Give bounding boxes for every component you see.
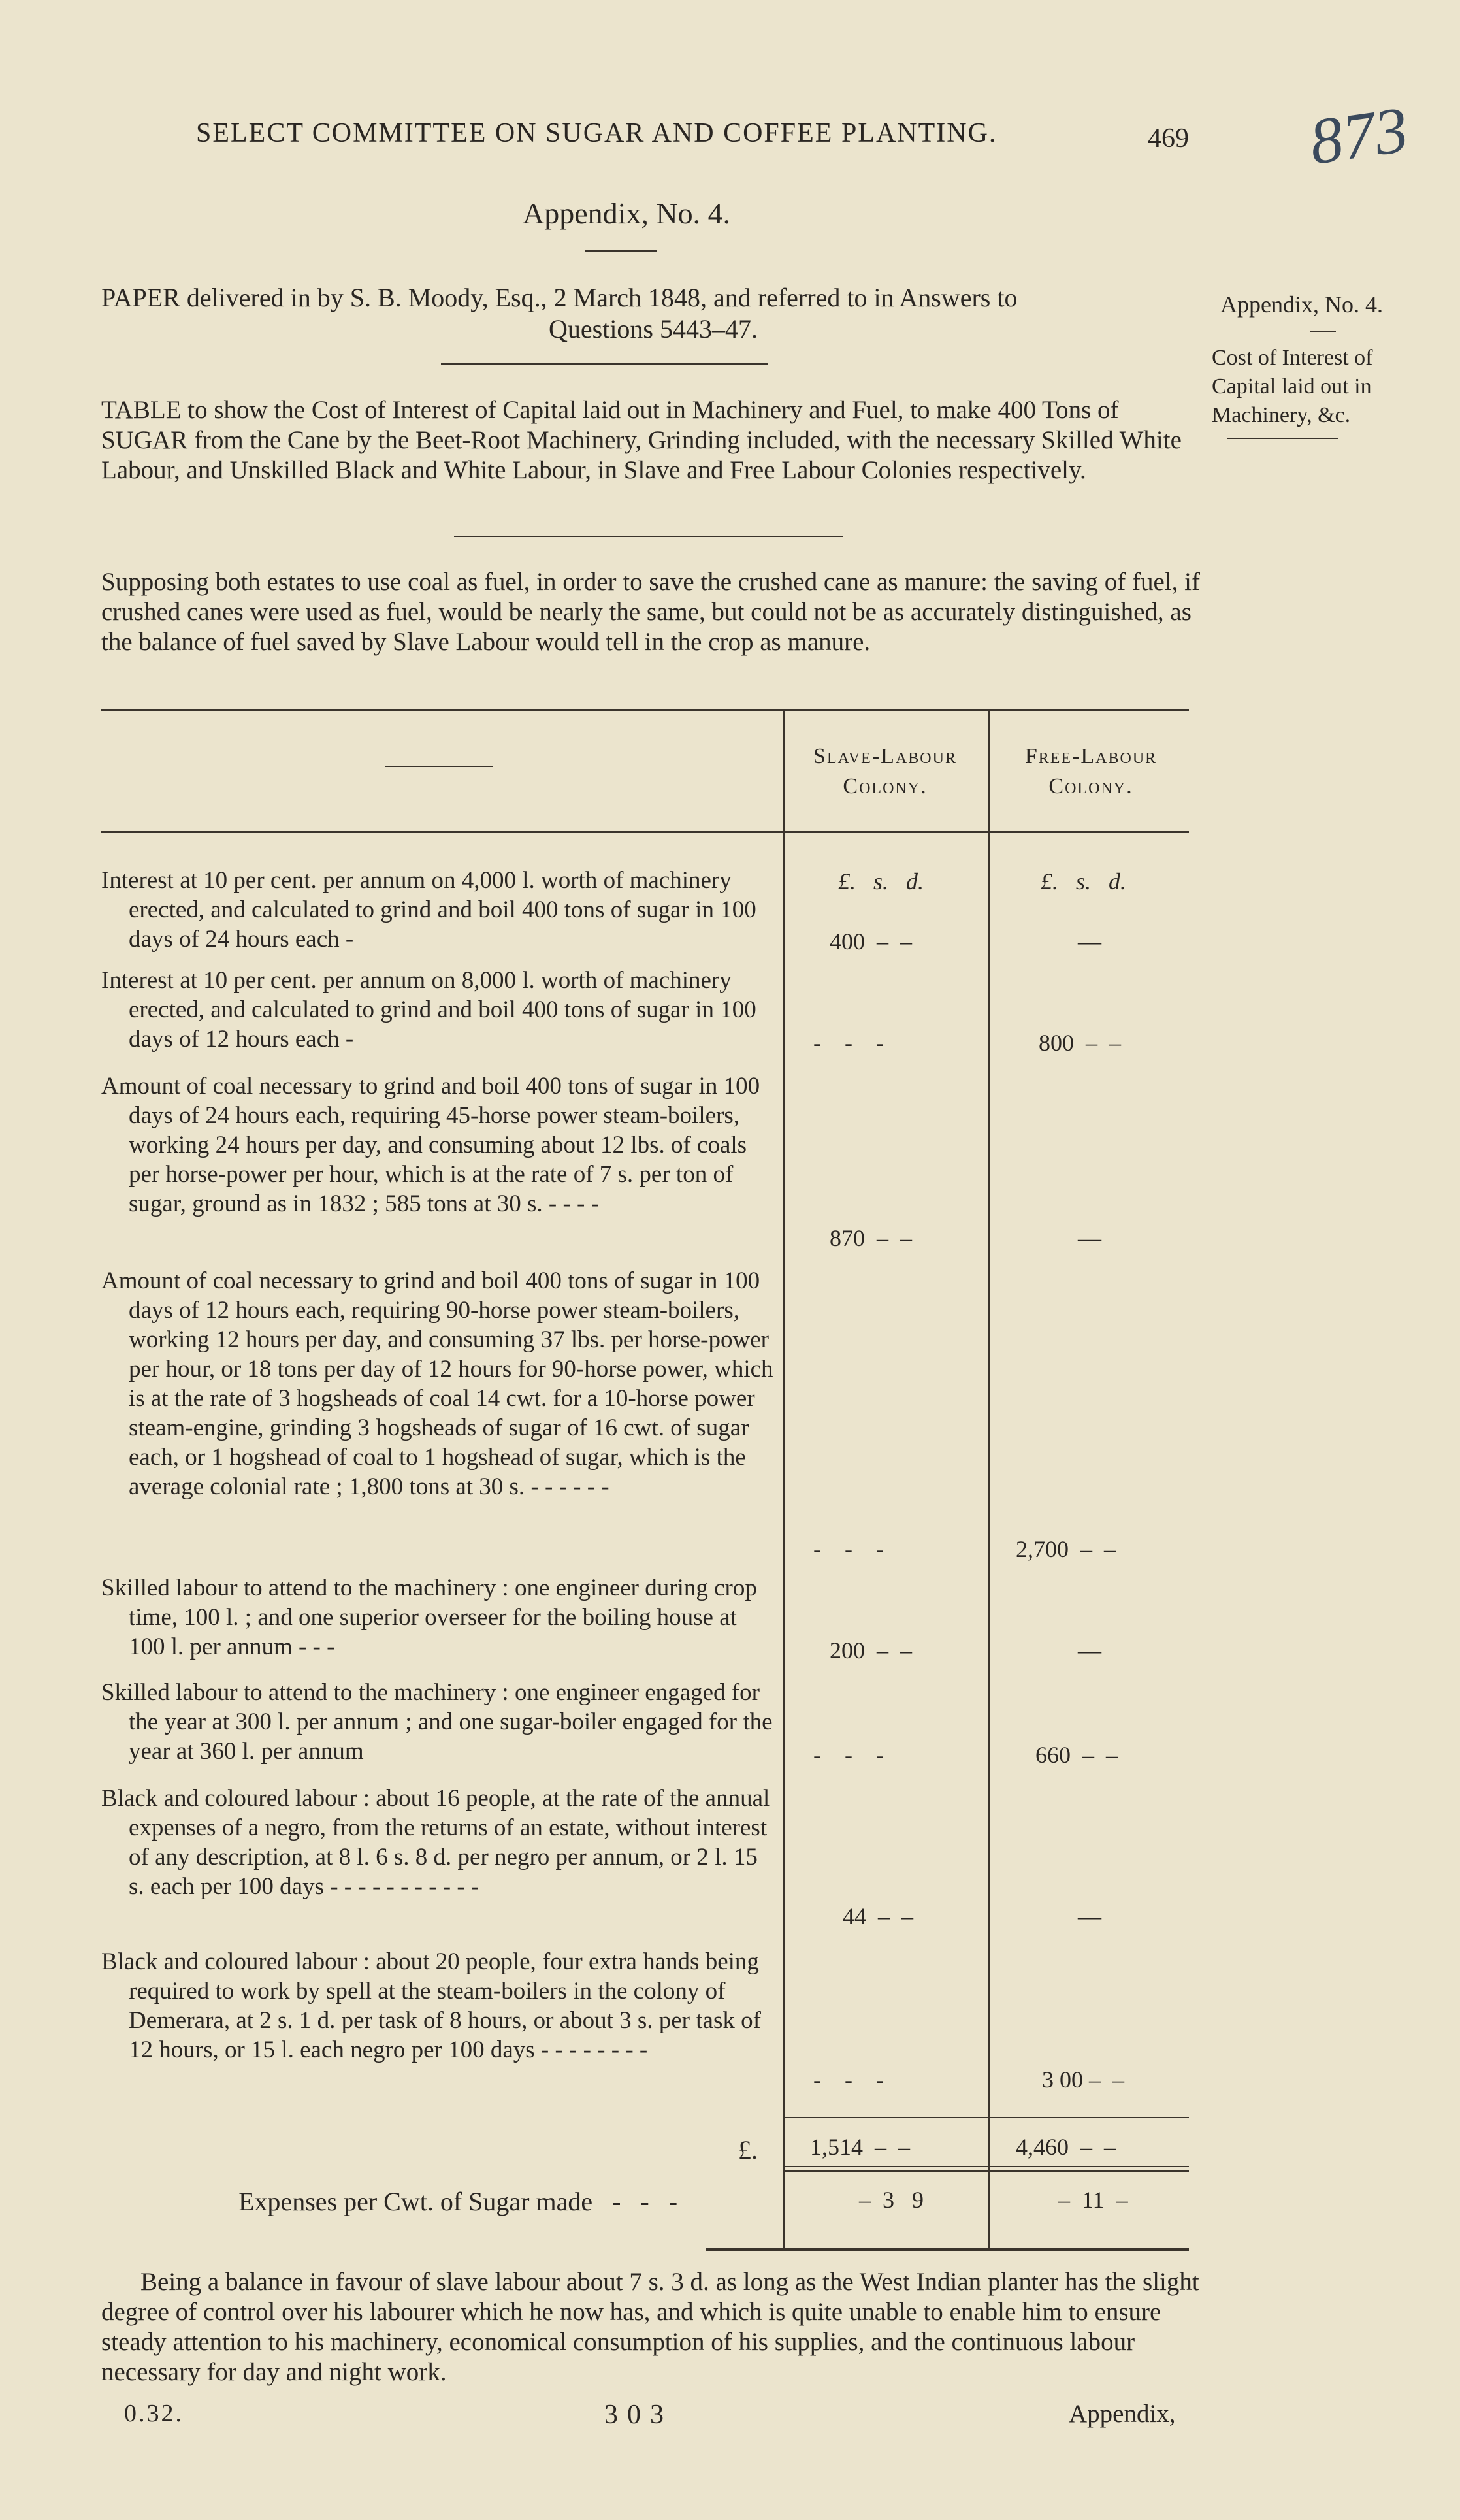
row-free-value: 3 00 – – [1042,2067,1124,2093]
table-bottom-rule [706,2248,1189,2251]
row-free-value: — [1078,1903,1101,1929]
appendix-title: Appendix, No. 4. [523,197,731,230]
expenses-slave-value: – 3 9 [859,2187,924,2213]
row-free-value: 2,700 – – [1016,1536,1116,1562]
column-header-free-line2: Colony. [1048,774,1133,798]
total-top-rule [784,2117,1189,2118]
column-header-slave [787,742,983,802]
side-note-heading: Appendix, No. 4. [1220,291,1383,318]
table-top-rule [101,709,1189,711]
intro-paragraph: Supposing both estates to use coal as fuel, in order to save the crushed cane as manure: the saving of fuel, if crushed canes were used as fuel, would be nearly the same, but could not be as accurately distinguished, as the balance of fuel saved by Slave Labour would tell in the crop as manure. [101,568,1200,656]
units-free: £. s. d. [1041,868,1127,894]
table-header-rule [101,831,1189,833]
table-row-text: Amount of coal necessary to grind and boil 400 tons of sugar in 100 days of 12 hours each, requiring 90-horse power steam-boilers, working 12 hours per day, and consuming 37 lbs. per horse-power per hour, or 18 tons per day of 12 hours for 90-horse power, which is at the rate of 3 hogsheads of coal 14 cwt. for a 10-horse power steam-engine, grinding 3 hogsheads of sugar of 16 cwt. of sugar each, or 1 hogshead of coal to 1 hogshead of sugar, which is the average colonial rate ; 1,800 tons at 30 s. - - - - - - [101,1268,773,1500]
footer-catchword: Appendix, [1069,2400,1176,2428]
table-row-text: Skilled labour to attend to the machinery : one engineer during crop time, 100 l. ; and one superior overseer for the boiling house at 100 l. per annum - - - [101,1575,757,1660]
row-slave-value: 400 – – [830,928,912,955]
total-label: £. [738,2135,758,2165]
row-free-value: — [1078,1225,1101,1251]
row-free-value: 800 – – [1039,1030,1121,1056]
page-number: 469 [1148,123,1189,154]
row-slave-value: 200 – – [830,1637,912,1663]
side-note-line3: Machinery, &c. [1212,403,1351,427]
paper-rule [441,363,768,365]
expenses-free-value: – 11 – [1058,2187,1128,2213]
total-bottom-rule-1 [784,2166,1189,2167]
table-divider-right [988,709,990,2251]
closing-paragraph: Being a balance in favour of slave labour about 7 s. 3 d. as long as the West Indian planter has the slight degree of control over his labourer which he now has, and which is quite unable to enable him to ensure steady attention to his machinery, economical consumption of his supplies, and the continuous labour necessary for day and night work. [101,2268,1199,2386]
side-note-line1: Cost of Interest of [1212,346,1373,370]
total-slave-value: 1,514 – – [810,2134,910,2160]
column-header-slave-line1: Slave-Labour [813,744,957,768]
row-slave-value: - - - [813,2067,884,2093]
paper-questions: Questions 5443–47. [549,314,758,344]
side-note-bottom-rule [1227,438,1338,439]
column-header-free [993,742,1189,802]
handwritten-folio-number: 873 [1305,93,1412,178]
table-row-text: Black and coloured labour : about 16 people, at the rate of the annual expenses of a negro, from the returns of an estate, without interest of any description, at 8 l. 6 s. 8 d. per negro per annum, or 2 l. 15 s. each per 100 days - - - - - - - - - - - [101,1785,770,1900]
side-note-rule [1310,331,1336,332]
table-row-text: Black and coloured labour : about 20 people, four extra hands being required to work by spell at the steam-boilers in the colony of Demerara, at 2 s. 1 d. per task of 8 hours, or about 3 s. per task of 12 hours, or 15 l. each negro per 100 days - - - - - - - - [101,1948,761,2063]
row-free-value: 660 – – [1035,1742,1118,1768]
column-header-slave-line2: Colony. [843,774,928,798]
row-free-value: — [1078,928,1101,955]
table-row-text: Skilled labour to attend to the machinery : one engineer engaged for the year at 300 l. per annum ; and one sugar-boiler engaged for the year at 360 l. per annum [101,1679,773,1765]
row-slave-value: - - - [813,1030,884,1056]
row-slave-value: 44 – – [843,1903,913,1929]
footer-signature-mark: 303 [604,2400,673,2430]
table-divider-left [783,709,785,2251]
total-bottom-rule-2 [784,2170,1189,2172]
running-head: SELECT COMMITTEE ON SUGAR AND COFFEE PLANTING. [196,118,998,148]
table-row-text: Interest at 10 per cent. per annum on 8,000 l. worth of machinery erected, and calculated to grind and boil 400 tons of sugar in 100 days of 12 hours each - [101,967,756,1053]
footer-reference: 0.32. [124,2400,184,2427]
table-title-rule [454,536,843,537]
paper-description: PAPER delivered in by S. B. Moody, Esq., 2 March 1848, and referred to in Answers to [101,283,1018,312]
row-slave-value: - - - [813,1742,884,1768]
row-slave-value: 870 – – [830,1225,912,1251]
side-note-line2: Capital laid out in [1212,374,1372,399]
table-title: TABLE to show the Cost of Interest of Capital laid out in Machinery and Fuel, to make 400 Tons of SUGAR from the Cane by the Beet-Root Machinery, Grinding included, with the necessary Skilled White Labour, and Unskilled Black and White Labour, in Slave and Free Labour Colonies respectively. [101,396,1182,484]
expenses-label: Expenses per Cwt. of Sugar made - - - [238,2187,678,2216]
column-header-free-line1: Free-Labour [1024,744,1158,768]
row-slave-value: - - - [813,1536,884,1562]
title-rule [585,250,657,252]
units-slave: £. s. d. [838,868,924,894]
table-row-text: Amount of coal necessary to grind and boil 400 tons of sugar in 100 days of 24 hours each, requiring 45-horse power steam-boilers, working 24 hours per day, and consuming about 12 lbs. of coals per horse-power per hour, which is at the rate of 7 s. per ton of sugar, ground as in 1832 ; 585 tons at 30 s. - - - - [101,1073,760,1217]
table-row-text: Interest at 10 per cent. per annum on 4,000 l. worth of machinery erected, and calculated to grind and boil 400 tons of sugar in 100 days of 24 hours each - [101,867,756,953]
header-dash [385,766,493,767]
total-free-value: 4,460 – – [1016,2134,1116,2160]
row-free-value: — [1078,1637,1101,1663]
